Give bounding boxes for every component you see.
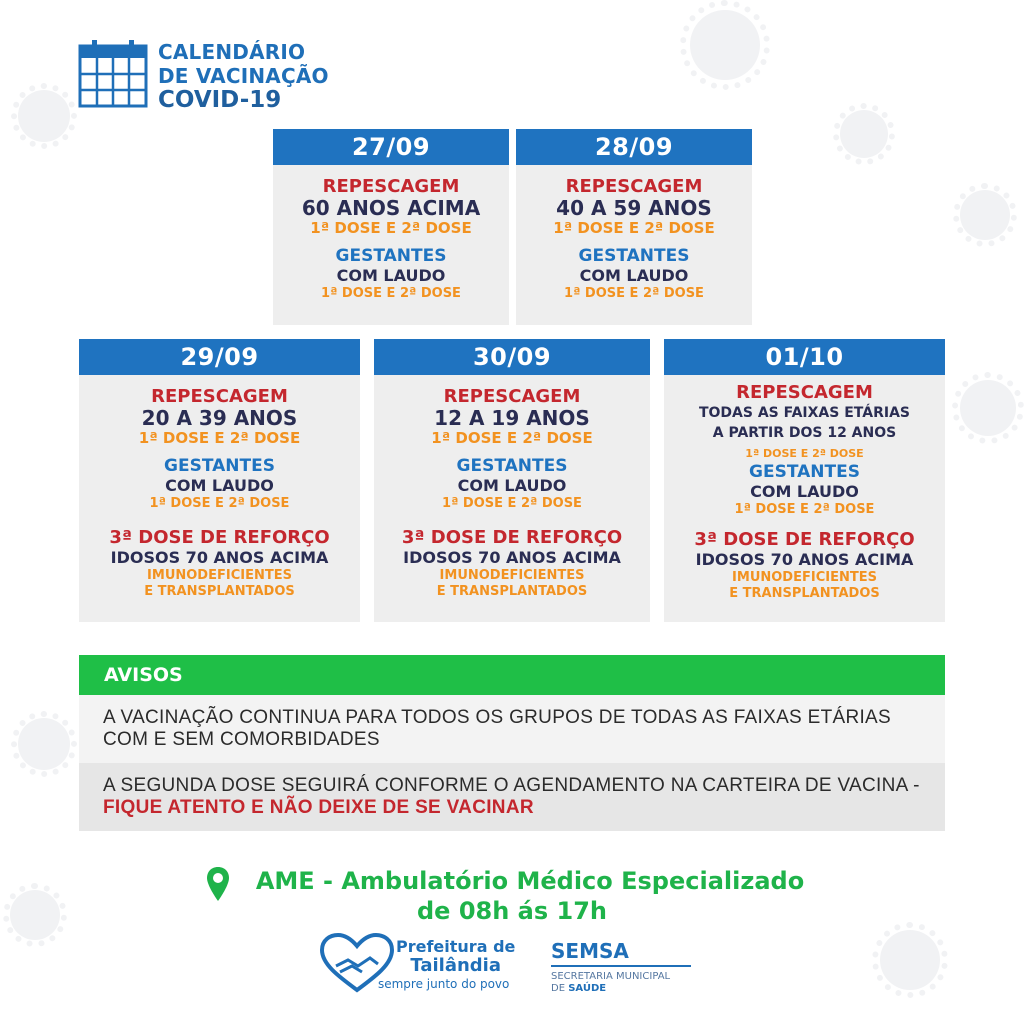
repescagem-label: REPESCAGEM <box>565 176 703 197</box>
transp-label: E TRANSPLANTADOS <box>144 584 295 599</box>
schedule-card-27-09 <box>273 129 509 325</box>
virus-decoration-icon <box>960 380 1016 436</box>
virus-decoration-icon <box>690 10 760 80</box>
virus-decoration-icon <box>960 190 1010 240</box>
gestantes-label: GESTANTES <box>749 462 860 482</box>
idosos-label: IDOSOS 70 ANOS ACIMA <box>110 548 329 567</box>
age-group: 60 ANOS ACIMA <box>301 196 481 220</box>
schedule-card-01-10 <box>664 339 945 622</box>
virus-decoration-icon <box>18 718 70 770</box>
avisos-header: AVISOS <box>79 655 945 695</box>
dose-info: 1ª DOSE E 2ª DOSE <box>321 286 461 301</box>
dose-info: 1ª DOSE E 2ª DOSE <box>431 429 593 447</box>
location-hours: de 08h ás 17h <box>417 897 607 925</box>
gestantes-label: GESTANTES <box>456 456 568 476</box>
repescagem-label: REPESCAGEM <box>443 386 581 407</box>
age-group-line1: TODAS AS FAIXAS ETÁRIAS <box>698 405 910 421</box>
repescagem-label: REPESCAGEM <box>322 176 460 197</box>
location-info <box>0 866 1024 926</box>
age-group-line2: A PARTIR DOS 12 ANOS <box>712 425 897 441</box>
dose-info: 1ª DOSE E 2ª DOSE <box>734 502 875 517</box>
gestantes-label: GESTANTES <box>335 246 447 266</box>
card-date: 27/09 <box>273 129 509 165</box>
age-group: 40 A 59 ANOS <box>556 196 712 220</box>
dose-info: 1ª DOSE E 2ª DOSE <box>310 219 472 237</box>
gestantes-label: GESTANTES <box>578 246 690 266</box>
dose-info: 1ª DOSE E 2ª DOSE <box>553 219 715 237</box>
reforco-label: 3ª DOSE DE REFORÇO <box>401 527 623 548</box>
dose-info: 1ª DOSE E 2ª DOSE <box>442 496 582 511</box>
virus-decoration-icon <box>880 930 940 990</box>
repescagem-label: REPESCAGEM <box>736 382 873 403</box>
laudo-label: COM LAUDO <box>457 476 567 495</box>
dose-info: 1ª DOSE E 2ª DOSE <box>564 286 704 301</box>
laudo-label: COM LAUDO <box>336 266 446 285</box>
imuno-label: IMUNODEFICIENTES <box>147 568 292 583</box>
aviso-item-1: A VACINAÇÃO CONTINUA PARA TODOS OS GRUPOS DE TODAS AS FAIXAS ETÁRIAS COM E SEM COMORBIDADES <box>79 695 945 763</box>
card-date: 30/09 <box>374 339 650 375</box>
transp-label: E TRANSPLANTADOS <box>436 584 588 599</box>
laudo-label: COM LAUDO <box>579 266 689 285</box>
semsa-logo: SEMSA SECRETARIA MUNICIPAL DE SAÚDE <box>551 940 691 995</box>
schedule-card-30-09 <box>374 339 650 622</box>
transp-label: E TRANSPLANTADOS <box>729 586 880 601</box>
laudo-label: COM LAUDO <box>750 482 859 501</box>
card-date: 29/09 <box>79 339 360 375</box>
age-group: 20 A 39 ANOS <box>141 406 298 430</box>
virus-decoration-icon <box>840 110 888 158</box>
idosos-label: IDOSOS 70 ANOS ACIMA <box>403 548 621 567</box>
schedule-card-29-09 <box>79 339 360 622</box>
location-place: AME - Ambulatório Médico Especializado <box>255 867 805 895</box>
gestantes-label: GESTANTES <box>164 456 275 476</box>
aviso-item-2-highlight: FIQUE ATENTO E NÃO DEIXE DE SE VACINAR <box>103 797 534 818</box>
reforco-label: 3ª DOSE DE REFORÇO <box>109 527 330 548</box>
imuno-label: IMUNODEFICIENTES <box>439 568 585 583</box>
aviso-item-2 <box>79 763 945 831</box>
aviso-item-2-text: A SEGUNDA DOSE SEGUIRÁ CONFORME O AGENDAMENTO NA CARTEIRA DE VACINA - <box>103 775 920 796</box>
page-title: CALENDÁRIO DE VACINAÇÃO COVID-19 <box>158 40 329 113</box>
dose-info: 1ª DOSE E 2ª DOSE <box>745 447 864 460</box>
imuno-label: IMUNODEFICIENTES <box>732 570 877 585</box>
repescagem-label: REPESCAGEM <box>151 386 288 407</box>
card-date: 28/09 <box>516 129 752 165</box>
laudo-label: COM LAUDO <box>165 476 274 495</box>
schedule-card-28-09 <box>516 129 752 325</box>
dose-info: 1ª DOSE E 2ª DOSE <box>138 429 301 447</box>
reforco-label: 3ª DOSE DE REFORÇO <box>694 529 915 550</box>
card-date: 01/10 <box>664 339 945 375</box>
idosos-label: IDOSOS 70 ANOS ACIMA <box>695 550 914 569</box>
virus-decoration-icon <box>18 90 70 142</box>
dose-info: 1ª DOSE E 2ª DOSE <box>149 496 290 511</box>
prefeitura-logo: Prefeitura de Tailândia sempre junto do povo <box>377 937 516 991</box>
calendar-icon <box>78 38 148 108</box>
age-group: 12 A 19 ANOS <box>434 406 590 430</box>
